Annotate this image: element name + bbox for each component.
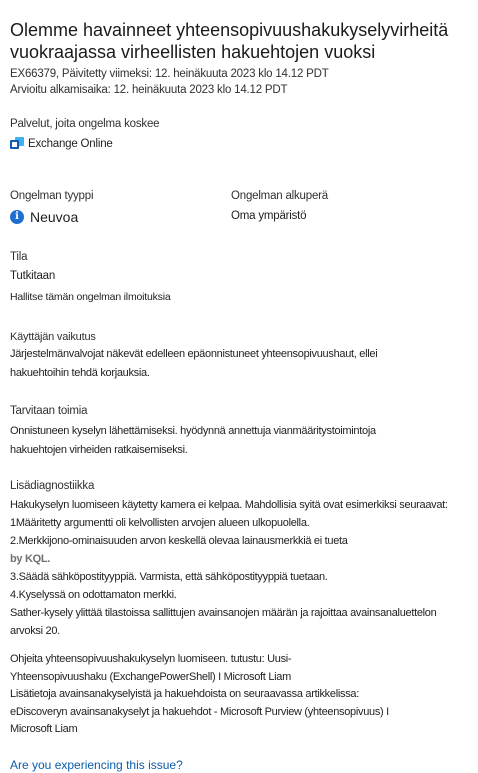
diagnostics-item: 2.Merkkijono-ominaisuuden arvon keskellä olevaa lainausmerkkiä ei tueta <box>10 535 348 547</box>
action-required-line: hakuehtojen virheiden ratkaisemiseksi. <box>10 444 188 456</box>
diagnostics-intro: Hakukyselyn luomiseen käytetty kamera ei kelpaa. Mahdollisia syitä ovat esimerkiksi seuraavat: <box>10 499 448 511</box>
estimated-start: Arvioitu alkamisaika: 12. heinäkuuta 2023 klo 14.12 PDT <box>10 84 288 96</box>
diagnostics-item-suffix: by KQL. <box>10 553 51 565</box>
action-required-label: Tarvitaan toimia <box>10 405 88 417</box>
guidance-line: Lisätietoja avainsanakyselyistä ja hakuehdoista on seuraavassa artikkelissa: <box>10 688 359 701</box>
issue-type-label: Ongelman tyyppi <box>10 190 94 202</box>
diagnostics-item: 4.Kyselyssä on odottamaton merkki. <box>10 589 177 601</box>
diagnostics-item: arvoksi 20. <box>10 625 60 637</box>
diagnostics-label: Lisädiagnostiikka <box>10 480 95 492</box>
manage-notifications-link[interactable]: Hallitse tämän ongelman ilmoituksia <box>10 291 171 303</box>
user-impact-text <box>10 345 470 383</box>
experiencing-issue-link[interactable]: Are you experiencing this issue? <box>10 758 183 772</box>
service-name: Exchange Online <box>28 137 113 150</box>
affected-service <box>10 136 113 152</box>
action-required-text <box>10 422 470 460</box>
guidance-line[interactable]: Microsoft Liam <box>10 723 78 736</box>
page-title: Olemme havainneet yhteensopivuushakukyselyvirheitä vuokraajassa virheellisten hakuehtojen vuoksi <box>10 20 449 62</box>
exchange-icon <box>10 137 24 151</box>
guidance-line: Ohjeita yhteensopivuushakukyselyn luomiseen. tutustu: Uusi- <box>10 653 292 665</box>
issue-origin-value: Oma ympäristö <box>231 210 307 222</box>
issue-type-value: Neuvoa <box>30 209 79 225</box>
affected-services-label: Palvelut, joita ongelma koskee <box>10 118 160 130</box>
user-impact-line: Järjestelmänvalvojat näkevät edelleen epäonnistuneet yhteensopivuushaut, ellei <box>10 348 378 360</box>
info-icon: i <box>10 210 24 224</box>
status-value: Tutkitaan <box>10 270 56 282</box>
diagnostics-item: 1Määritetty argumentti oli kelvollisten arvojen alueen ulkopuolella. <box>10 517 310 529</box>
diagnostics-text <box>10 496 470 640</box>
guidance-line[interactable]: eDiscoveryn avainsanakyselyt ja hakuehdot - Microsoft Purview (yhteensopivuus) I <box>10 705 389 718</box>
status-label: Tila <box>10 251 28 263</box>
guidance-text <box>10 651 470 739</box>
user-impact-label: Käyttäjän vaikutus <box>10 331 96 343</box>
diagnostics-item: Sather-kysely ylittää tilastoissa sallittujen avainsanojen määrän ja rajoittaa avainsanaluettelon <box>10 607 437 619</box>
diagnostics-item: 3.Säädä sähköpostityyppiä. Varmista, että sähköpostityyppiä tuetaan. <box>10 571 328 583</box>
action-required-line: Onnistuneen kyselyn lähettämiseksi. hyödynnä annettuja vianmääritystoimintoja <box>10 425 376 437</box>
user-impact-line: hakuehtoihin tehdä korjauksia. <box>10 367 150 379</box>
guidance-line[interactable]: Yhteensopivuushaku (ExchangePowerShell) I Microsoft Liam <box>10 670 291 683</box>
incident-id-updated: EX66379, Päivitetty viimeksi: 12. heinäkuuta 2023 klo 14.12 PDT <box>10 68 329 80</box>
issue-origin-label: Ongelman alkuperä <box>231 190 328 202</box>
